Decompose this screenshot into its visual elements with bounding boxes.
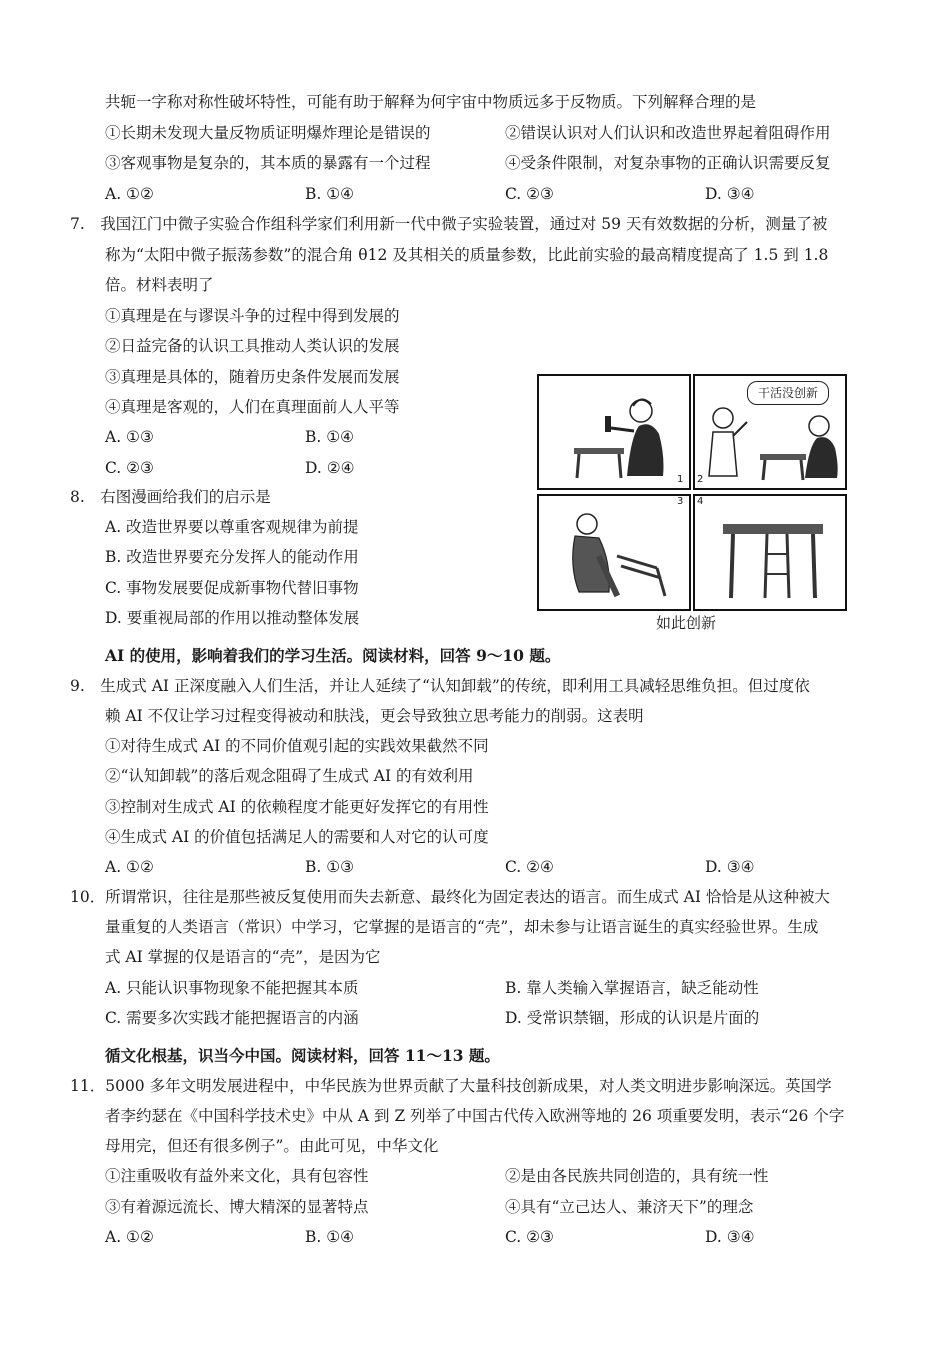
q6-choice-c: C. ②③: [505, 185, 554, 203]
q7-choice-d: D. ②④: [305, 459, 355, 477]
section-note-11-13: 循文化根基，识当今中国。阅读材料，回答 11～13 题。: [105, 1046, 500, 1065]
q7-stem-line1: 7. 我国江门中微子实验合作组科学家们利用新一代中微子实验装置，通过对 59 天有效数据的分析，测量了被: [70, 215, 828, 233]
q8-choice-b: B. 改造世界要充分发挥人的能动作用: [105, 548, 359, 566]
q11-stem-line2: 者李约瑟在《中国科学技术史》中从 A 到 Z 列举了中国古代传入欧洲等地的 26 项重要发明，表示“26 个字: [105, 1107, 845, 1125]
q6-option-3: ③客观事物是复杂的，其本质的暴露有一个过程: [105, 154, 431, 172]
comic-panel-1: [537, 374, 691, 490]
q11-option-1: ①注重吸收有益外来文化，具有包容性: [105, 1167, 369, 1185]
q7-option-1: ①真理是在与谬误斗争的过程中得到发展的: [105, 307, 400, 325]
comic-panel-number-1: 1: [677, 474, 684, 485]
q10-stem-line3: 式 AI 掌握的仅是语言的“壳”，是因为它: [105, 948, 381, 966]
carpenter-hammering-drawing: [539, 376, 689, 488]
q7-choice-a: A. ①③: [105, 428, 154, 446]
tall-bench-drawing: [695, 496, 845, 609]
q7-choice-c: C. ②③: [105, 459, 154, 477]
q9-stem-line1: 9. 生成式 AI 正深度融入人们生活，并让人延续了“认知卸载”的传统，即利用工具减轻思维负担。但过度依: [70, 677, 810, 695]
q11-option-2: ②是由各民族共同创造的，具有统一性: [505, 1167, 769, 1185]
comic-panel-number-2: 2: [697, 474, 704, 485]
q9-choice-d: D. ③④: [705, 858, 755, 876]
q11-choice-b: B. ①④: [305, 1228, 355, 1246]
q6-option-1: ①长期未发现大量反物质证明爆炸理论是错误的: [105, 124, 431, 142]
q6-choice-d: D. ③④: [705, 185, 755, 203]
q6-stem-tail: 共轭一字称对称性破坏特性，可能有助于解释为何宇宙中物质远多于反物质。下列解释合理的是: [105, 93, 757, 111]
q7-option-4: ④真理是客观的，人们在真理面前人人平等: [105, 398, 400, 416]
q6-option-4: ④受条件限制，对复杂事物的正确认识需要反复: [505, 154, 831, 172]
q11-choice-d: D. ③④: [705, 1228, 755, 1246]
q6-choice-a: A. ①②: [105, 185, 154, 203]
q11-stem-line1: 11．5000 多年文明发展进程中，中华民族为世界贡献了大量科技创新成果，对人类文明进步影响深远。英国学: [70, 1077, 832, 1095]
comic-speech-bubble: 干活没创新: [747, 381, 829, 405]
q8-choice-d: D. 要重视局部的作用以推动整体发展: [105, 609, 360, 627]
q10-stem-line1: 10．所谓常识，往往是那些被反复使用而失去新意、最终化为固定表达的语言。而生成式 AI 恰恰是从这种被大: [70, 888, 830, 906]
q10-choice-c: C. 需要多次实践才能把握语言的内涵: [105, 1009, 359, 1027]
comic-panel-number-3: 3: [677, 496, 684, 507]
q11-stem-line3: 母用完，但还有很多例子”。由此可见，中华文化: [105, 1137, 439, 1155]
q9-option-4: ④生成式 AI 的价值包括满足人的需要和人对它的认可度: [105, 828, 489, 846]
carpenter-flipping-bench-drawing: [539, 496, 689, 609]
q10-choice-b: B. 靠人类输入掌握语言，缺乏能动性: [505, 979, 759, 997]
q7-stem-line3: 倍。材料表明了: [105, 276, 214, 294]
q10-choice-a: A. 只能认识事物现象不能把握其本质: [105, 979, 359, 997]
q8-choice-c: C. 事物发展要促成新事物代替旧事物: [105, 579, 359, 597]
q9-choice-c: C. ②④: [505, 858, 554, 876]
q11-choice-c: C. ②③: [505, 1228, 554, 1246]
q8-choice-a: A. 改造世界要以尊重客观规律为前提: [105, 518, 359, 536]
q11-choice-a: A. ①②: [105, 1228, 154, 1246]
q10-choice-d: D. 受常识禁锢，形成的认识是片面的: [505, 1009, 760, 1027]
q9-option-3: ③控制对生成式 AI 的依赖程度才能更好发挥它的有用性: [105, 798, 489, 816]
q10-stem-line2: 量重复的人类语言（常识）中学习，它掌握的是语言的“壳”，却未参与让语言诞生的真实经验世界。生成: [105, 918, 819, 936]
q9-choice-b: B. ①③: [305, 858, 355, 876]
q9-stem-line2: 赖 AI 不仅让学习过程变得被动和肤浅，更会导致独立思考能力的削弱。这表明: [105, 707, 644, 725]
q7-stem-line2: 称为“太阳中微子振荡参数”的混合角 θ12 及其相关的质量参数，比此前实验的最高精度提高了 1.5 到 1.8: [105, 246, 829, 264]
comic-panel-4: [693, 494, 847, 611]
q9-option-2: ②“认知卸载”的落后观念阻碍了生成式 AI 的有效利用: [105, 767, 474, 785]
section-note-9-10: AI 的使用，影响着我们的学习生活。阅读材料，回答 9～10 题。: [105, 646, 561, 665]
q11-option-4: ④具有“立己达人、兼济天下”的理念: [505, 1198, 754, 1216]
comic-panel-3: [537, 494, 691, 611]
q7-option-3: ③真理是具体的，随着历史条件发展而发展: [105, 368, 400, 386]
q11-option-3: ③有着源远流长、博大精深的显著特点: [105, 1198, 369, 1216]
q6-option-2: ②错误认识对人们认识和改造世界起着阻碍作用: [505, 124, 831, 142]
q8-stem: 8. 右图漫画给我们的启示是: [70, 488, 271, 506]
comic-caption: 如此创新: [656, 614, 717, 632]
q9-choice-a: A. ①②: [105, 858, 154, 876]
q9-option-1: ①对待生成式 AI 的不同价值观引起的实践效果截然不同: [105, 737, 489, 755]
comic-panel-number-4: 4: [697, 496, 704, 507]
q7-option-2: ②日益完备的认识工具推动人类认识的发展: [105, 337, 400, 355]
q6-choice-b: B. ①④: [305, 185, 355, 203]
q7-choice-b: B. ①④: [305, 428, 355, 446]
